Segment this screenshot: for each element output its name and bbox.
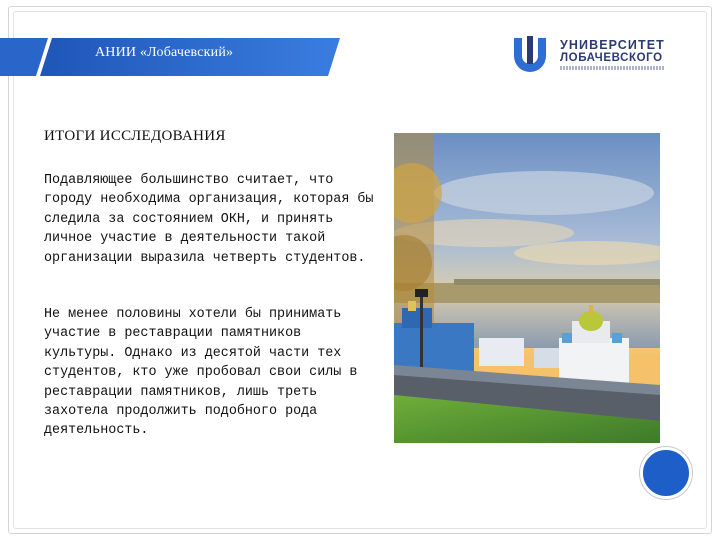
paragraph-2: Не менее половины хотели бы принимать участие в реставрации памятников культуры. Однако из десятой части тех студентов, кто уже пробовал свои силы в реставрации памятников, лишь треть захотела продолжить подобного рода деятельность. — [44, 307, 358, 439]
university-logo-icon — [508, 34, 552, 78]
decorative-circle — [640, 447, 692, 499]
logo-text-line1: УНИВЕРСИТЕТ — [560, 38, 665, 52]
logo-text-line2: ЛОБАЧЕВСКОГО — [560, 52, 663, 64]
banner-title: АНИИ «Лобачевский» — [95, 45, 234, 60]
city-photo — [394, 133, 660, 443]
paragraph-1: Подавляющее большинство считает, что городу необходима организация, которая бы следила за состоянием ОКН, и принять личное участие в деятельности такой организации выразила четверть студентов. — [44, 173, 374, 266]
section-heading: ИТОГИ ИССЛЕДОВАНИЯ — [44, 128, 226, 144]
logo-subtitle-line — [560, 66, 664, 70]
